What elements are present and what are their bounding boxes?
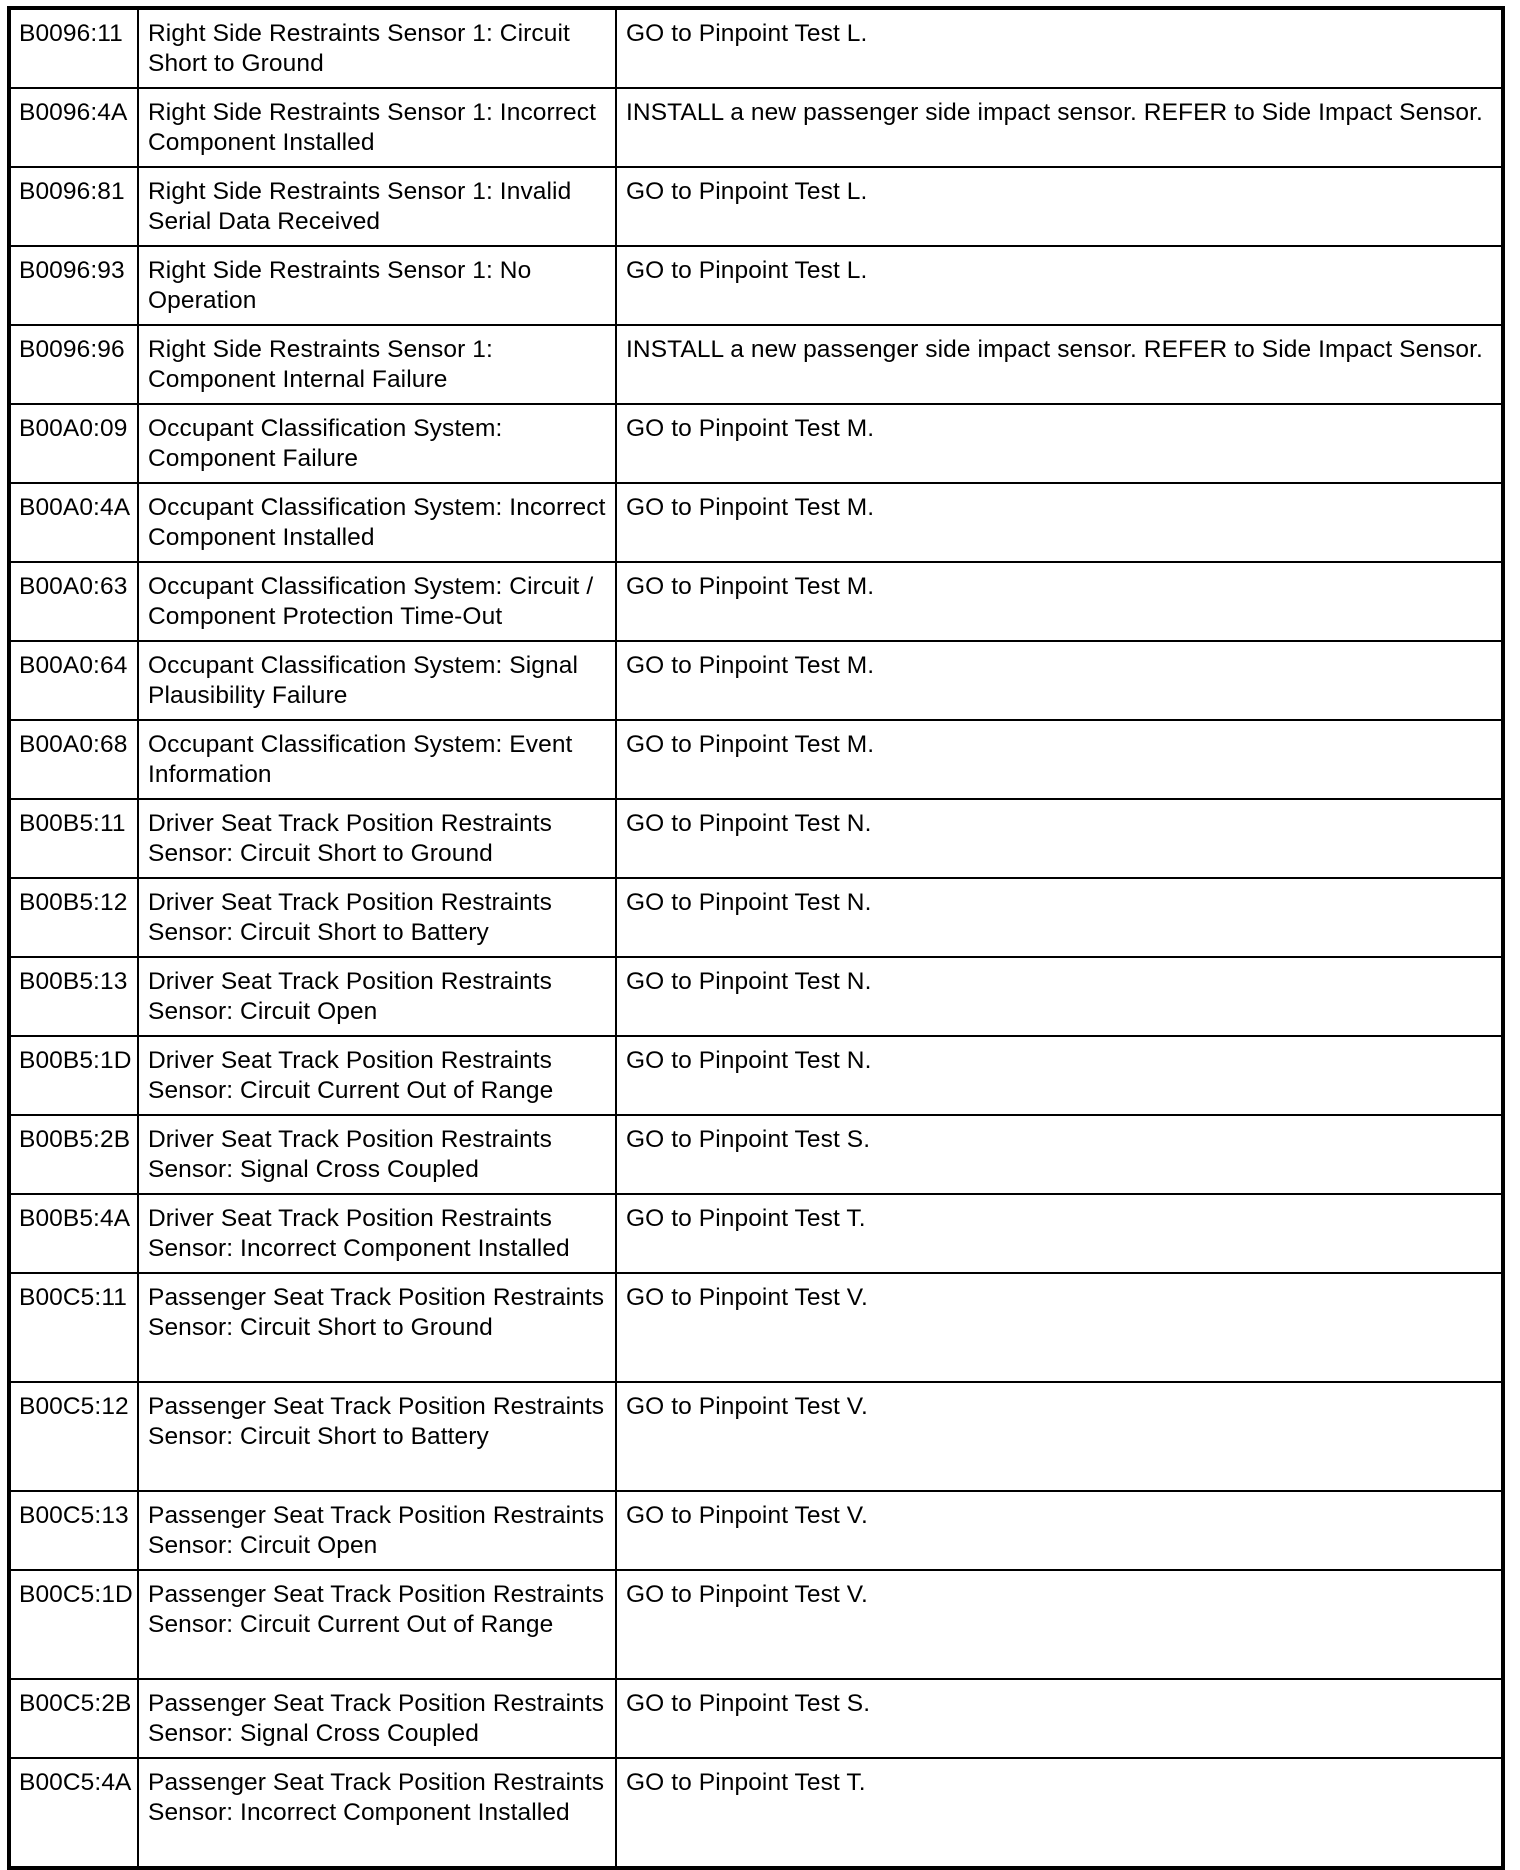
dtc-code-cell: B00A0:09	[9, 404, 138, 483]
dtc-code-cell: B0096:4A	[9, 88, 138, 167]
dtc-action-cell: GO to Pinpoint Test V.	[616, 1491, 1503, 1570]
table-row	[9, 957, 1503, 1036]
dtc-action-cell: INSTALL a new passenger side impact sensor. REFER to Side Impact Sensor.	[616, 325, 1503, 404]
table-row	[9, 799, 1503, 878]
dtc-code-cell: B00A0:63	[9, 562, 138, 641]
dtc-description-cell: Driver Seat Track Position Restraints Sensor: Signal Cross Coupled	[138, 1115, 616, 1194]
dtc-code-cell: B00B5:11	[9, 799, 138, 878]
dtc-code-cell: B0096:81	[9, 167, 138, 246]
dtc-table	[7, 6, 1505, 1870]
dtc-code-cell: B00A0:64	[9, 641, 138, 720]
table-row	[9, 404, 1503, 483]
table-row	[9, 1036, 1503, 1115]
table-row	[9, 878, 1503, 957]
dtc-code-cell: B00B5:2B	[9, 1115, 138, 1194]
dtc-description-cell: Passenger Seat Track Position Restraints Sensor: Circuit Short to Ground	[138, 1273, 616, 1382]
table-row	[9, 483, 1503, 562]
dtc-action-cell: GO to Pinpoint Test N.	[616, 799, 1503, 878]
dtc-code-cell: B00B5:1D	[9, 1036, 138, 1115]
dtc-code-cell: B00B5:13	[9, 957, 138, 1036]
table-row	[9, 720, 1503, 799]
dtc-action-cell: GO to Pinpoint Test N.	[616, 1036, 1503, 1115]
dtc-description-cell: Passenger Seat Track Position Restraints Sensor: Circuit Short to Battery	[138, 1382, 616, 1491]
dtc-code-cell: B0096:11	[9, 8, 138, 88]
dtc-description-cell: Driver Seat Track Position Restraints Sensor: Circuit Short to Battery	[138, 878, 616, 957]
table-row	[9, 1679, 1503, 1758]
dtc-code-cell: B00B5:4A	[9, 1194, 138, 1273]
dtc-description-cell: Right Side Restraints Sensor 1: Circuit Short to Ground	[138, 8, 616, 88]
dtc-code-cell: B00C5:11	[9, 1273, 138, 1382]
dtc-description-cell: Occupant Classification System: Event Information	[138, 720, 616, 799]
dtc-action-cell: GO to Pinpoint Test M.	[616, 404, 1503, 483]
table-row	[9, 88, 1503, 167]
dtc-action-cell: GO to Pinpoint Test L.	[616, 167, 1503, 246]
table-row	[9, 1382, 1503, 1491]
dtc-action-cell: GO to Pinpoint Test N.	[616, 957, 1503, 1036]
table-row	[9, 1758, 1503, 1868]
dtc-code-cell: B00C5:4A	[9, 1758, 138, 1868]
dtc-description-cell: Occupant Classification System: Circuit / Component Protection Time-Out	[138, 562, 616, 641]
dtc-code-cell: B0096:93	[9, 246, 138, 325]
dtc-code-cell: B00C5:2B	[9, 1679, 138, 1758]
dtc-action-cell: GO to Pinpoint Test N.	[616, 878, 1503, 957]
dtc-code-cell: B00C5:13	[9, 1491, 138, 1570]
dtc-code-cell: B00B5:12	[9, 878, 138, 957]
dtc-action-cell: GO to Pinpoint Test L.	[616, 8, 1503, 88]
dtc-action-cell: GO to Pinpoint Test S.	[616, 1679, 1503, 1758]
dtc-description-cell: Driver Seat Track Position Restraints Sensor: Circuit Short to Ground	[138, 799, 616, 878]
dtc-action-cell: GO to Pinpoint Test V.	[616, 1570, 1503, 1679]
dtc-action-cell: GO to Pinpoint Test M.	[616, 562, 1503, 641]
table-row	[9, 8, 1503, 88]
table-row	[9, 167, 1503, 246]
table-row	[9, 641, 1503, 720]
table-row	[9, 1115, 1503, 1194]
dtc-description-cell: Passenger Seat Track Position Restraints Sensor: Signal Cross Coupled	[138, 1679, 616, 1758]
table-row	[9, 1194, 1503, 1273]
dtc-description-cell: Passenger Seat Track Position Restraints Sensor: Incorrect Component Installed	[138, 1758, 616, 1868]
dtc-description-cell: Passenger Seat Track Position Restraints Sensor: Circuit Current Out of Range	[138, 1570, 616, 1679]
dtc-code-cell: B0096:96	[9, 325, 138, 404]
table-row	[9, 1570, 1503, 1679]
dtc-action-cell: GO to Pinpoint Test V.	[616, 1273, 1503, 1382]
dtc-action-cell: INSTALL a new passenger side impact sensor. REFER to Side Impact Sensor.	[616, 88, 1503, 167]
table-row	[9, 325, 1503, 404]
dtc-description-cell: Occupant Classification System: Signal Plausibility Failure	[138, 641, 616, 720]
dtc-code-cell: B00A0:4A	[9, 483, 138, 562]
dtc-description-cell: Right Side Restraints Sensor 1: Component Internal Failure	[138, 325, 616, 404]
dtc-description-cell: Right Side Restraints Sensor 1: No Operation	[138, 246, 616, 325]
dtc-description-cell: Driver Seat Track Position Restraints Sensor: Circuit Current Out of Range	[138, 1036, 616, 1115]
dtc-description-cell: Right Side Restraints Sensor 1: Invalid Serial Data Received	[138, 167, 616, 246]
dtc-description-cell: Passenger Seat Track Position Restraints Sensor: Circuit Open	[138, 1491, 616, 1570]
dtc-code-cell: B00C5:12	[9, 1382, 138, 1491]
table-row	[9, 246, 1503, 325]
dtc-action-cell: GO to Pinpoint Test M.	[616, 483, 1503, 562]
dtc-action-cell: GO to Pinpoint Test S.	[616, 1115, 1503, 1194]
dtc-description-cell: Occupant Classification System: Incorrect Component Installed	[138, 483, 616, 562]
table-row	[9, 1273, 1503, 1382]
dtc-action-cell: GO to Pinpoint Test T.	[616, 1758, 1503, 1868]
dtc-description-cell: Driver Seat Track Position Restraints Sensor: Circuit Open	[138, 957, 616, 1036]
dtc-action-cell: GO to Pinpoint Test T.	[616, 1194, 1503, 1273]
dtc-code-cell: B00C5:1D	[9, 1570, 138, 1679]
dtc-code-cell: B00A0:68	[9, 720, 138, 799]
dtc-action-cell: GO to Pinpoint Test L.	[616, 246, 1503, 325]
dtc-description-cell: Driver Seat Track Position Restraints Sensor: Incorrect Component Installed	[138, 1194, 616, 1273]
table-row	[9, 562, 1503, 641]
dtc-action-cell: GO to Pinpoint Test V.	[616, 1382, 1503, 1491]
dtc-action-cell: GO to Pinpoint Test M.	[616, 641, 1503, 720]
dtc-description-cell: Occupant Classification System: Component Failure	[138, 404, 616, 483]
dtc-action-cell: GO to Pinpoint Test M.	[616, 720, 1503, 799]
dtc-description-cell: Right Side Restraints Sensor 1: Incorrect Component Installed	[138, 88, 616, 167]
table-row	[9, 1491, 1503, 1570]
